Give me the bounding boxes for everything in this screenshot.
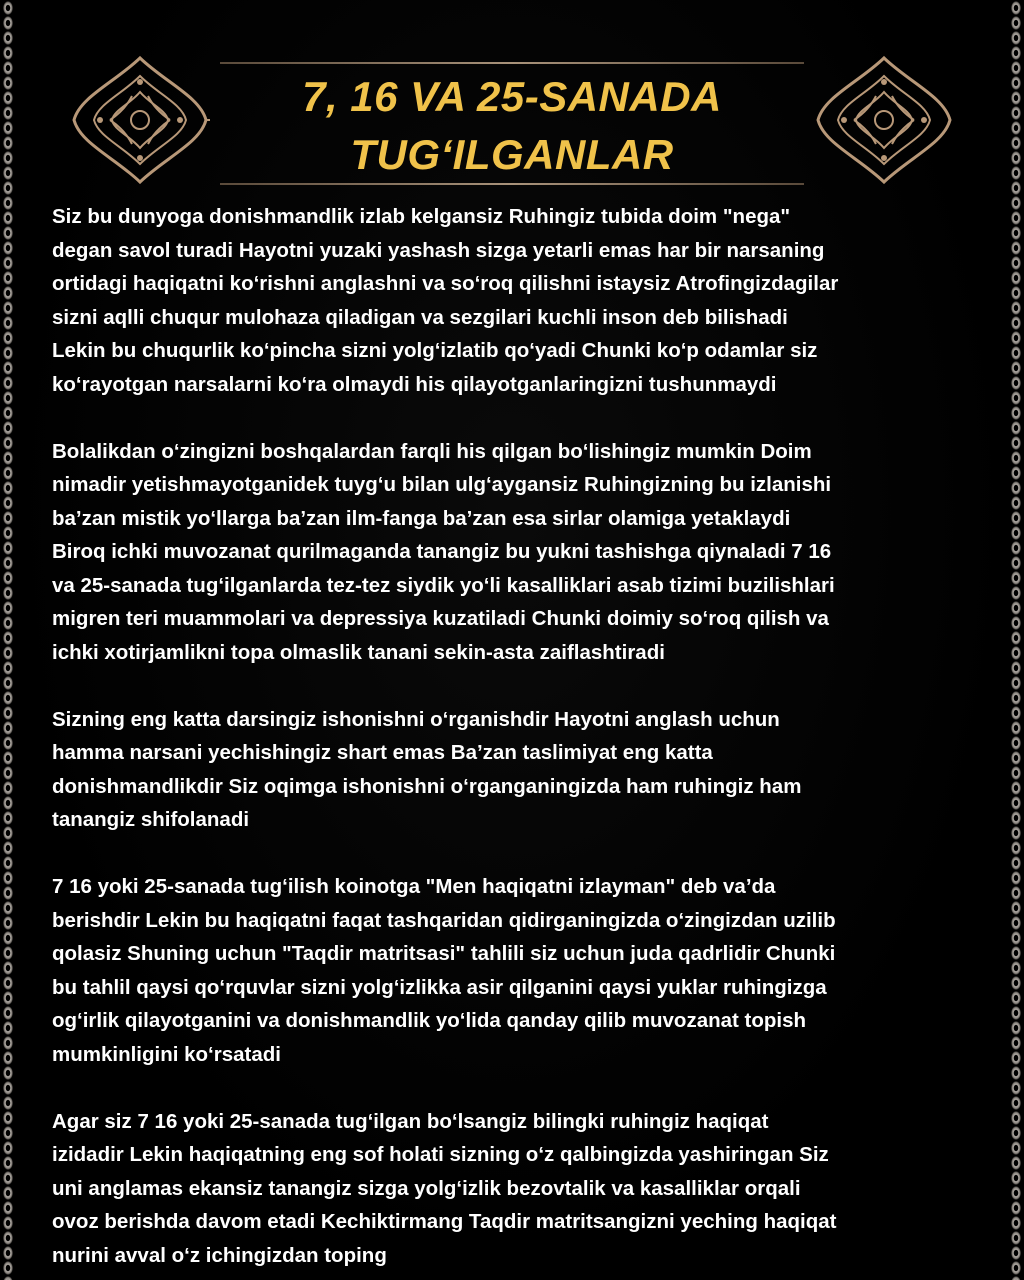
text-line: migren teri muammolari va depressiya kuzatiladi Chunki doimiy so‘roq qilish va — [52, 607, 829, 630]
text-line: Siz bu dunyoga donishmandlik izlab kelgansiz Ruhingiz tubida doim "nega" — [52, 205, 791, 228]
text-line: va 25-sanada tug‘ilganlarda tez-tez siydik yo‘li kasalliklari asab tizimi buzilishlari — [52, 573, 835, 597]
paragraph-5 — [52, 1105, 976, 1273]
text-line: degan savol turadi Hayotni yuzaki yashash sizga yetarli emas har bir narsaning — [52, 238, 825, 262]
header — [70, 48, 954, 198]
paragraph-4 — [52, 870, 976, 1071]
page-title — [220, 68, 804, 184]
text-line: tanangiz shifolanadi — [52, 808, 250, 831]
title-line-1: 7, 16 VA 25-SANADA — [302, 73, 722, 120]
text-line: ortidagi haqiqatni ko‘rishni anglashni va so‘roq qilishni istaysiz Atrofingizdagilar — [52, 272, 839, 295]
text-line: nimadir yetishmayotganidek tuyg‘u bilan ulg‘aygansiz Ruhingizning bu izlanishi — [52, 473, 832, 496]
text-line: Biroq ichki muvozanat qurilmaganda tanangiz bu yukni tashishga qiynaladi 7 16 — [52, 540, 832, 563]
text-line: og‘irlik qilayotganini va donishmandlik yo‘lida qanday qilib muvozanat topish — [52, 1009, 807, 1032]
text-line: nurini avval o‘z ichingizdan toping — [52, 1243, 387, 1267]
chain-border-left — [0, 0, 16, 1280]
text-line: Lekin bu chuqurlik ko‘pincha sizni yolg‘izlatib qo‘yadi Chunki ko‘p odamlar siz — [52, 339, 818, 362]
text-line: bu tahlil qaysi qo‘rquvlar sizni yolg‘izlikka asir qilganini qaysi yuklar ruhingizga — [52, 975, 827, 999]
text-line: ovoz berishda davom etadi Kechiktirmang Taqdir matritsangizni yeching haqiqat — [52, 1210, 837, 1233]
text-line: donishmandlikdir Siz oqimga ishonishni o‘rganganingizda ham ruhingiz ham — [52, 774, 802, 798]
arabesque-ornament-icon — [814, 52, 954, 188]
text-line: Sizning eng katta darsingiz ishonishni o‘rganishdir Hayotni anglash uchun — [52, 707, 780, 731]
text-line: berishdir Lekin bu haqiqatni faqat tashqaridan qidirganingizda o‘zingizdan uzilib — [52, 908, 836, 932]
chain-border-right — [1008, 0, 1024, 1280]
text-line: mumkinligini ko‘rsatadi — [52, 1042, 281, 1066]
title-line-2: TUG‘ILGANLAR — [350, 131, 674, 178]
paragraph-2 — [52, 435, 976, 670]
text-line: uni anglamas ekansiz tanangiz sizga yolg‘izlik bezovtalik va kasalliklar orqali — [52, 1176, 801, 1200]
header-divider-top — [220, 62, 804, 64]
text-line: Agar siz 7 16 yoki 25-sanada tug‘ilgan bo‘lsangiz bilingki ruhingiz haqiqat — [52, 1109, 769, 1133]
arabesque-ornament-icon — [70, 52, 210, 188]
text-line: 7 16 yoki 25-sanada tug‘ilish koinotga "Men haqiqatni izlayman" deb va’da — [52, 875, 776, 898]
text-line: hamma narsani yechishingiz shart emas Ba’zan taslimiyat eng katta — [52, 741, 713, 764]
body-text — [52, 200, 976, 1280]
text-line: izidadir Lekin haqiqatning eng sof holati sizning o‘z qalbingizda yashiringan Siz — [52, 1143, 829, 1166]
paragraph-1 — [52, 200, 976, 401]
paragraph-3 — [52, 703, 976, 837]
text-line: ichki xotirjamlikni topa olmaslik tanani sekin-asta zaiflashtiradi — [52, 640, 665, 664]
text-line: ko‘rayotgan narsalarni ko‘ra olmaydi his qilayotganlaringizni tushunmaydi — [52, 372, 777, 396]
text-line: qolasiz Shuning uchun "Taqdir matritsasi" tahlili siz uchun juda qadrlidir Chunki — [52, 942, 836, 965]
text-line: ba’zan mistik yo‘llarga ba’zan ilm-fanga ba’zan esa sirlar olamiga yetaklaydi — [52, 506, 791, 530]
text-line: sizni aqlli chuqur mulohaza qiladigan va sezgilari kuchli inson deb bilishadi — [52, 305, 788, 329]
text-line: Bolalikdan o‘zingizni boshqalardan farqli his qilgan bo‘lishingiz mumkin Doim — [52, 439, 812, 463]
